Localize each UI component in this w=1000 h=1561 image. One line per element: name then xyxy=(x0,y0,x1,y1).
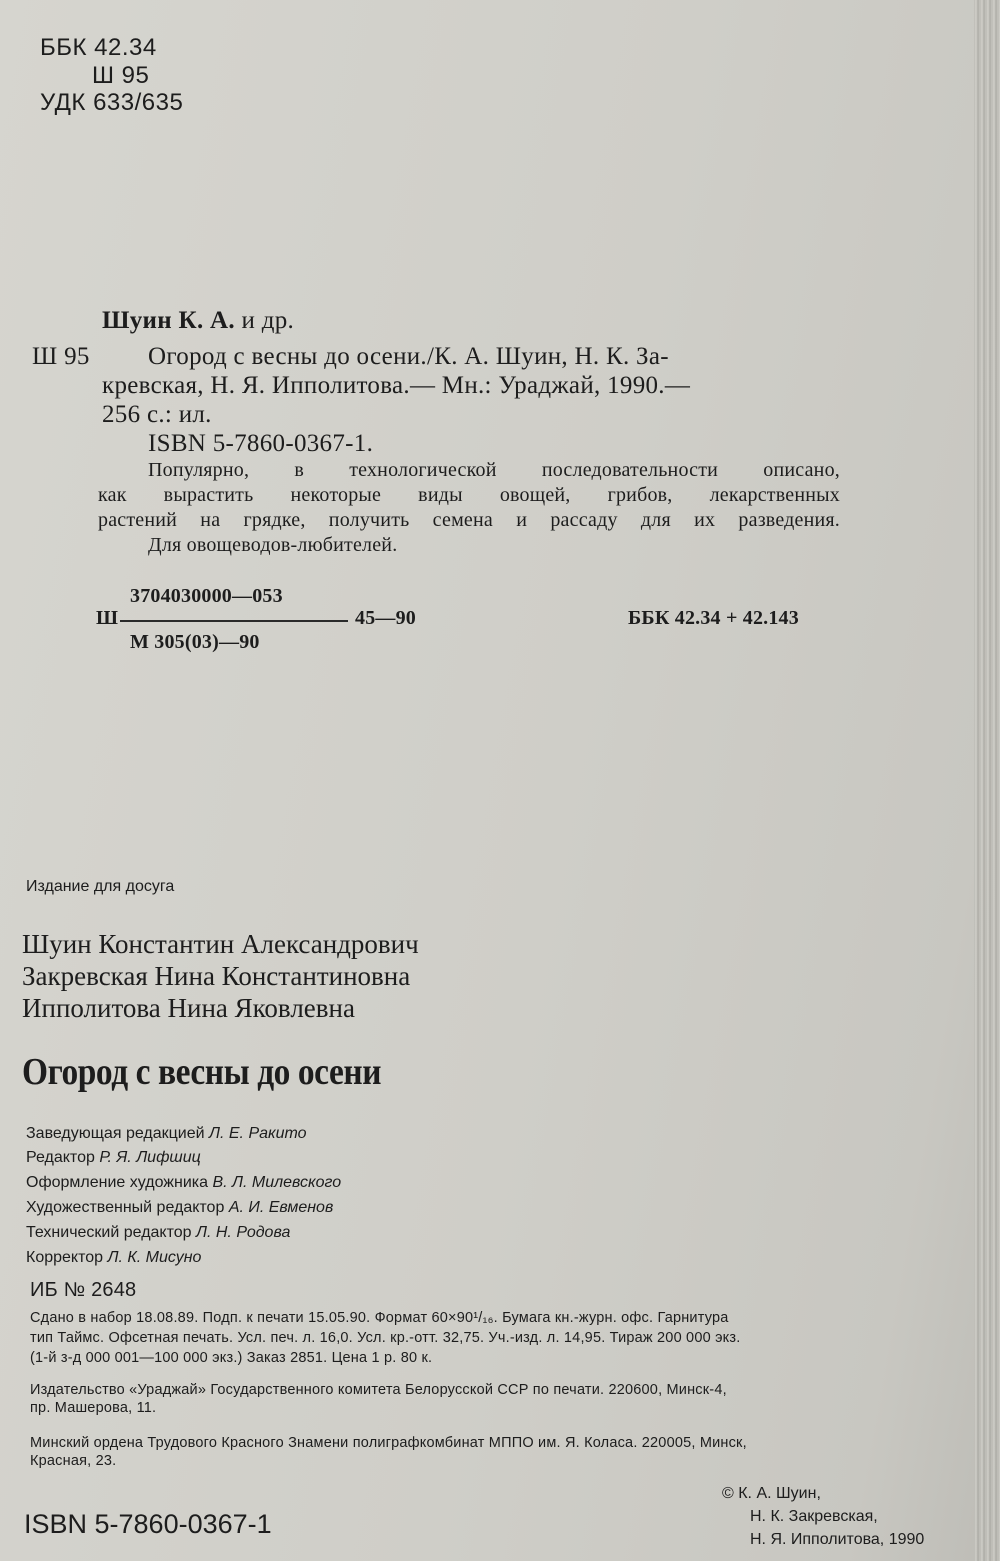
annotation-line: Для овощеводов-любителей. xyxy=(148,534,398,556)
credit-line xyxy=(26,1198,333,1218)
print-details-line: тип Таймс. Офсетная печать. Усл. печ. л. 16,0. Усл. кр.-отт. 32,75. Уч.-изд. л. 14,95. Тираж 200 000 экз. xyxy=(30,1330,741,1346)
bbk-code: ББК 42.34 xyxy=(40,34,157,61)
index-numerator: 3704030000—053 xyxy=(130,585,283,607)
credit-line xyxy=(26,1124,307,1144)
catalog-entry-line: 256 с.: ил. xyxy=(102,401,212,428)
print-details-line: (1-й з-д 000 001—100 000 экз.) Заказ 2851. Цена 1 р. 80 к. xyxy=(30,1350,433,1366)
catalog-author-suffix: и др. xyxy=(234,307,295,334)
print-details-line: Сдано в набор 18.08.89. Подп. к печати 15.05.90. Формат 60×90¹/₁₆. Бумага кн.-журн. офс. Гарнитура xyxy=(30,1310,729,1326)
annotation-line: Популярно, в технологической последовательности описано, xyxy=(148,459,840,481)
copyright-line: Н. Я. Ипполитова, 1990 xyxy=(750,1531,925,1548)
publisher-line: Издательство «Ураджай» Государственного комитета Белорусской ССР по печати. 220600, Минск-4, xyxy=(30,1382,727,1398)
catalog-author-name: Шуин К. А. xyxy=(102,307,235,334)
author-full-name: Ипполитова Нина Яковлевна xyxy=(22,993,355,1023)
credit-role: Художественный редактор xyxy=(26,1199,225,1216)
credit-role: Заведующая редакцией xyxy=(26,1125,205,1142)
credit-name: В. Л. Милевского xyxy=(212,1174,342,1191)
catalog-isbn: ISBN 5-7860-0367-1. xyxy=(148,430,374,457)
catalog-entry-line: Огород с весны до осени./К. А. Шуин, Н. К. За- xyxy=(148,343,669,370)
credit-name: А. И. Евменов xyxy=(228,1199,334,1216)
index-denominator: М 305(03)—90 xyxy=(130,631,260,653)
book-title: Огород с весны до осени xyxy=(22,1051,382,1093)
author-full-name: Закревская Нина Константиновна xyxy=(22,961,411,991)
copyright-line: © К. А. Шуин, xyxy=(722,1485,821,1502)
author-full-name: Шуин Константин Александрович xyxy=(22,929,419,959)
annotation-line: как вырастить некоторые виды овощей, грибов, лекарственных xyxy=(98,484,840,506)
imprint-isbn: ISBN 5-7860-0367-1 xyxy=(24,1509,272,1539)
credit-name: Р. Я. Лифшиц xyxy=(99,1149,201,1166)
credit-line xyxy=(26,1148,201,1168)
credit-name: Л. Е. Ракито xyxy=(209,1125,307,1142)
credit-line xyxy=(26,1223,290,1243)
catalog-author xyxy=(102,306,294,335)
publisher-line: пр. Машерова, 11. xyxy=(30,1400,157,1416)
credit-name: Л. Н. Родова xyxy=(196,1224,291,1241)
page-edge xyxy=(974,0,1000,1561)
printer-line: Красная, 23. xyxy=(30,1453,117,1469)
credit-role: Корректор xyxy=(26,1249,104,1266)
index-fraction-line xyxy=(120,620,348,622)
edition-type: Издание для досуга xyxy=(26,878,175,895)
udk-code: УДК 633/635 xyxy=(40,89,184,116)
credit-name: Л. К. Мисуно xyxy=(107,1249,202,1266)
copyright-line: Н. К. Закревская, xyxy=(750,1508,878,1525)
credit-role: Оформление художника xyxy=(26,1174,209,1191)
printer-line: Минский ордена Трудового Красного Знамени полиграфкомбинат МППО им. Я. Коласа. 220005, Минск, xyxy=(30,1435,747,1451)
ib-number: ИБ № 2648 xyxy=(30,1279,137,1301)
credit-line xyxy=(26,1173,341,1193)
author-code: Ш 95 xyxy=(92,62,150,89)
index-price-code: 45—90 xyxy=(355,607,416,629)
bbk-full-code: ББК 42.34 + 42.143 xyxy=(628,607,799,629)
catalog-shelf-code: Ш 95 xyxy=(32,343,90,370)
credit-role: Технический редактор xyxy=(26,1224,192,1241)
credit-line xyxy=(26,1248,201,1268)
catalog-entry-line: кревская, Н. Я. Ипполитова.— Мн.: Ураджай, 1990.— xyxy=(102,372,691,399)
annotation-line: растений на грядке, получить семена и рассаду для их разведения. xyxy=(98,509,840,531)
index-letter: Ш xyxy=(96,607,119,629)
credit-role: Редактор xyxy=(26,1149,95,1166)
